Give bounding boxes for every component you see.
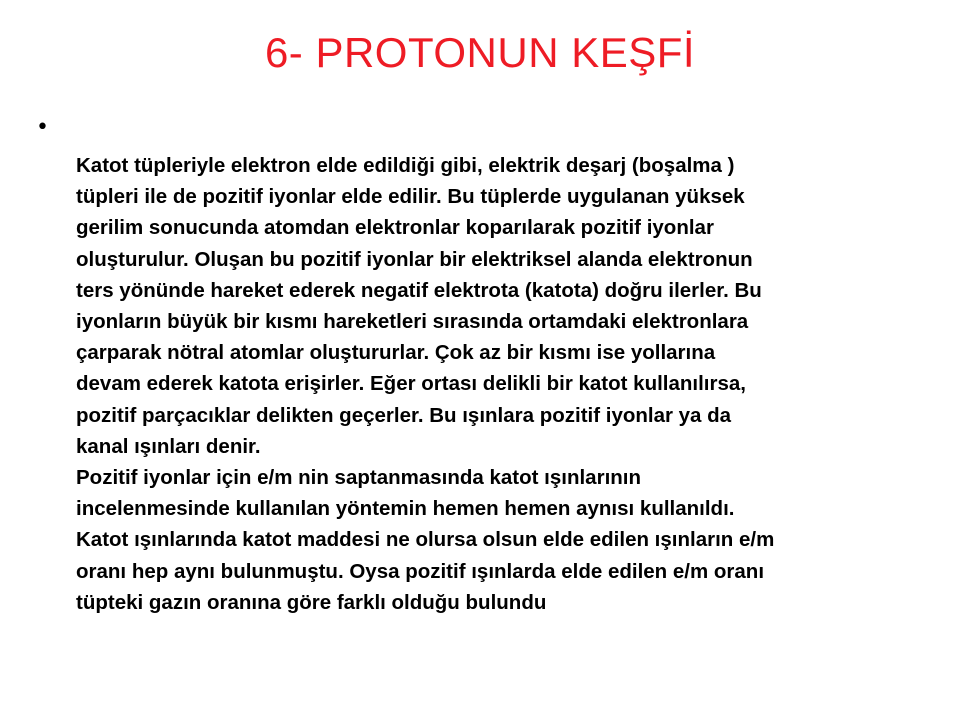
body-line: incelenmesinde kullanılan yöntemin hemen hemen aynısı kullanıldı. <box>76 497 735 521</box>
body-line: tüpleri ile de pozitif iyonlar elde edilir. Bu tüplerde uygulanan yüksek <box>76 185 745 209</box>
bullet-marker: • <box>36 115 49 140</box>
body-line: tüpteki gazın oranına göre farklı olduğu bulundu <box>76 590 547 614</box>
body-line: iyonların büyük bir kısmı hareketleri sırasında ortamdaki elektronlara <box>76 310 749 334</box>
body-line: kanal ışınları denir. <box>76 434 261 458</box>
slide-title: 6- PROTONUN KEŞFİ <box>264 29 696 76</box>
body-line: Pozitif iyonlar için e/m nin saptanmasında katot ışınlarının <box>76 466 642 490</box>
body-line: devam ederek katota erişirler. Eğer ortası delikli bir katot kullanılırsa, <box>76 372 746 396</box>
body-line: gerilim sonucunda atomdan elektronlar koparılarak pozitif iyonlar <box>76 216 714 240</box>
body-line: oranı hep aynı bulunmuştu. Oysa pozitif ışınlarda elde edilen e/m oranı <box>76 559 765 583</box>
body-line: oluşturulur. Oluşan bu pozitif iyonlar bir elektriksel alanda elektronun <box>76 247 753 271</box>
body-line: Katot ışınlarında katot maddesi ne olursa olsun elde edilen ışınların e/m <box>76 528 775 552</box>
body-text <box>76 150 936 618</box>
body-line: Katot tüpleriyle elektron elde edildiği gibi, elektrik deşarj (boşalma ) <box>76 154 735 177</box>
body-line: çarparak nötral atomlar oluştururlar. Çok az bir kısmı ise yollarına <box>76 341 716 365</box>
body-line: ters yönünde hareket ederek negatif elektrota (katota) doğru ilerler. Bu <box>76 278 762 302</box>
body-line: pozitif parçacıklar delikten geçerler. Bu ışınlara pozitif iyonlar ya da <box>76 403 732 427</box>
